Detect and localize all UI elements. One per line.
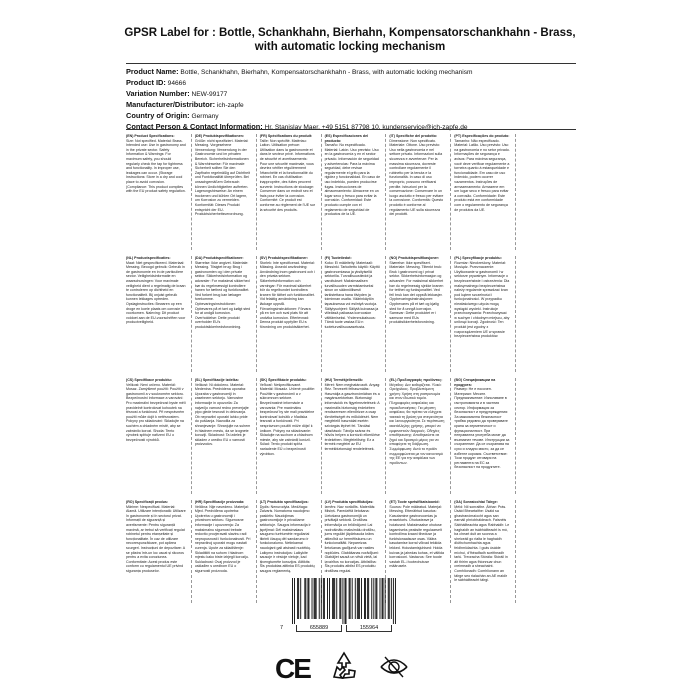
spec-cell [191, 256, 253, 372]
barcode-bar [342, 578, 343, 624]
spec-cell [191, 378, 253, 494]
spec-body: Size: Not specified. Material: Brass. Intended use: Use in gastronomy and in the private sector. Safety Information & Warnings: For maximum safety, you should regularly check the tap for tightness and functionality. In improper use, leakages can occur. (Storage Instructions: Store in a dry and cool place to avoid corrosion. (Compliance: This product complies with the EU product safety regulation. [126, 138, 186, 194]
barcode-bar [359, 578, 360, 619]
spec-cell [191, 134, 253, 250]
spec-header: (EL) Προδιαγραφές προϊόντος: [389, 378, 443, 382]
spec-cell [450, 256, 512, 372]
barcode-bar [314, 578, 315, 619]
barcode-bar [339, 578, 340, 619]
barcode-bar [308, 578, 309, 619]
spec-body: Storlek: Inte specificerad. Material: Mässing. Avsedd användning: Användning inom gastronomi och i den privata sektorn. Säkerhetsinformation och varningar: För maximal säkerhet bör du regelbundet kontrollera kranen för täthet och funktionalitet. Vid felaktig användning kan läckage uppstå. Förvaringsinstruktioner: Förvara på en torr och sval plats för att undvika korrosion. Efterlevnad: Denna produkt uppfyller EU:s förordning om produktsäkerhet. [259, 260, 315, 329]
barcode-bar [334, 578, 335, 619]
spec-cell [515, 134, 577, 250]
spec-cell [126, 378, 188, 494]
barcode-bar [364, 578, 365, 619]
spec-body: Размер: Не е посочен. Материал: Месинг. Предназначение: Използване в гастрономията и в частния сектор. Информация за безопасност и предупреждения: За максимална безопасност трябва редовно да проверявате крана за херметичност и функционалност. При неправилна употреба могат да възникнат течове. Инструкции за съхранение: Да се съхранява на сухо и хладно място, за да се избегне корозия. Съответствие: Този продукт отговаря на регламента на ЕС за безопасност на продуктите. [454, 387, 510, 470]
spec-header: (IT) Specifiche del prodotto: [389, 134, 438, 138]
spec-cell [321, 378, 383, 494]
barcode-bar [336, 578, 337, 619]
barcode-bar [373, 578, 374, 619]
spec-body: Tamanho: Não especificado. Material: Latão. Uso previsto: Uso na gastronomia e no setor privado. Informações de segurança e avisos: Para máxima segurança, você deve verificar regularmente a torneira quanto à estanqueidade e funcionalidade. Em caso de uso indevido, podem ocorrer vazamentos. Instruções de armazenamento: Armazene em um lugar seco e fresco para evitar a corrosão. Conformidade: Este produto está em conformidade com o regulamento de segurança de produtos da UE. [454, 138, 510, 212]
barcode-bar [385, 578, 386, 619]
barcode-bar [376, 578, 377, 619]
barcode-bar [375, 578, 376, 619]
spec-cell [515, 378, 577, 494]
spec-cell [450, 134, 512, 250]
barcode-bar [297, 578, 298, 619]
spec-body: Größe: nicht spezifiziert. Material: Messing. Vorgesehene Verwendung: Verwendung in der Gastronomie und im privaten Bereich. Sicherheitsinformationen & Warnhinweise: Für maximale Sicherheit sollten Sie den Zapfhahn regelmäßig auf Dichtheit und Funktionalität überprüfen. Bei unsachgemäßem Gebrauch können Undichtigkeiten auftreten. Lagerungshinweise: An einem trockenen und kühlen Ort lagern, um Korrosion zu vermeiden. Konformität: Dieses Produkt entspricht der EU-Produktsicherheitsverordnung. [194, 138, 250, 217]
barcode-bar [393, 578, 394, 624]
barcode-bar [323, 578, 324, 619]
barcode-bar [358, 578, 359, 619]
spec-cell [321, 134, 383, 250]
spec-header: (LT) Produkto specifikacijos: [259, 500, 309, 504]
barcode-bar [316, 578, 317, 619]
spec-header: (NO) Produktspesifikasjoner: [389, 256, 440, 260]
info-value: Bottle, Schankhahn, Bierhahn, Kompensatorschankhahn - Brass, with automatic locking mechanism [180, 69, 473, 76]
info-label: Contact Person & Contact Information: [126, 122, 263, 131]
barcode-bar [307, 578, 308, 619]
barcode-bar [367, 578, 368, 619]
barcode-bar [333, 578, 334, 619]
spec-header: (PT) Especificações do produto: [454, 134, 510, 138]
spec-header: (EN) Product Specifications: [126, 134, 175, 138]
barcode-bar [382, 578, 383, 619]
spec-header: (HR) Specifikacije proizvoda: [194, 500, 245, 504]
barcode-bar [321, 578, 322, 619]
barcode-bars [292, 578, 396, 624]
spec-body: Dydis: Nenurodyta. Medžiaga: Žalvaris. Numatoma naudojimo paskirtis: Naudojimas gastronomijoje ir privačiame sektoriuje. Saugos informacija ir įspėjimai: Dėl maksimalaus saugumo turėtumėte reguliariai tikrinti čiaupą dėl sandarumo ir funkcionalumo. Netinkamai naudojant gali atsirasti nuotėkių. Laikymo instrukcijos: Laikykite sausoje ir vėsioje vietoje, kad išvengtumėte korozijos. Atitiktis: Šis produktas atitinka ES produktų saugos reglamentą. [259, 504, 315, 573]
barcode-bar [368, 578, 369, 619]
spec-cell [450, 378, 512, 494]
info-label: Country of Origin: [126, 111, 190, 120]
spec-body: Velikost: Není určeno. Materiál: Mosaz. Zamýšlené použití: Použití v gastronomii a v soukromém sektoru. Bezpečnostní informace a varování: Pro maximální bezpečnost byste měli pravidelně kontrolovat kohoutek na těsnost a funkčnost. Při nesprávném použití může dojít k netěsnostem. Pokyny pro skladování: Skladujte na suchém a chladném místě, aby se zabránilo korozi. Shoda: Tento výrobek splňuje nařízení EU o bezpečnosti výrobků. [126, 382, 186, 442]
spec-cell [385, 256, 447, 372]
info-row [126, 78, 596, 89]
barcode-bar [380, 578, 381, 619]
spec-body: Størrelse: Ikke spesifisert. Materiale: Messing. Tiltenkt bruk: Bruk i gastronomi og i privat sektor. Sikkerhetsinformasjon og advarsler: For maksimal sikkerhet bør du regelmessig sjekke kranen for tetthet og funksjonalitet. Ved feil bruk kan det oppstå lekkasjer. Oppbevaringsinstruksjoner: Oppbevares på et tørt og kjølig sted for å unngå korrosjon. Samsvar: Dette produktet er i samsvar med EUs produktsikkerhetsforordning. [389, 260, 444, 325]
barcode-bar [327, 578, 328, 619]
barcode-bar [319, 578, 320, 619]
barcode-bar [349, 578, 350, 619]
barcode-bar [294, 578, 295, 624]
spec-header: (DA) Produktspecifikationer: [194, 256, 244, 260]
info-label: Product Name: [126, 67, 179, 76]
spec-cell [515, 256, 577, 372]
barcode-bar [357, 578, 358, 619]
barcode-bar [340, 578, 341, 619]
product-info [126, 67, 596, 133]
info-value: ich-zapfe [216, 102, 244, 109]
spec-cell [450, 500, 512, 603]
barcode-right-group: 155964 [346, 625, 392, 632]
spec-header: (FI) Tuotetiedot: [324, 256, 352, 260]
spec-body: Suurus: Pole määratud. Materjal: Messing. Ettenähtud kasutus: Kasutamine gastronoomias ja erasektoris. Ohutusteave ja hoiatused: Maksimaalse ohutuse tagamiseks peaksite regulaarselt kontrollima kraani tiheduse ja funktsionaalsuse osas. Väära kasutamise korral võivad tekkida lekked. Hoiustamisjuhised: Hoida kuivas ja jahedas kohas, et vältida korrosiooni. Vastavus: See toode vastab EL-i tooteohutuse määrusele. [389, 504, 444, 569]
spec-cell [126, 134, 188, 250]
spec-body: Maat: Niet gespecificeerd. Materiaal: Messing. Beoogd gebruik: Gebruik in de gastronomie en in de particuliere sector. Veiligheidsinformatie en waarschuwingen: Voor maximale veiligheid dient u regelmatig de kraan te controleren op dichtheid en functionaliteit. Bij onjuist gebruik kunnen lekkages optreden. Opslaginstructies: Bewaren op een droge en koele plaats om corrosie te voorkomen. Naleving: Dit product voldoet aan de EU-voorschriften voor productveiligheid. [126, 260, 186, 325]
info-value: Hr. Stanislav Maer, +49 5151 87798 10, kundenservice@ich-zapfe.de [264, 124, 468, 131]
spec-cell [321, 256, 383, 372]
barcode-bar [345, 578, 346, 624]
barcode-bar [371, 578, 372, 619]
spec-header: (SK) Špecifikácie produktu: [259, 378, 307, 382]
spec-body: Veľkosť: Nešpecifikované. Materiál: Mosadz. Určené použitie: Použitie v gastronómii a v súkromnom sektore. Bezpečnostné informácie a varovania: Pre maximálnu bezpečnosť by ste mali pravidelne kontrolovať kohútik z hľadiska tesnosti a funkčnosti. Pri nesprávnom použití môže dôjsť k únikom. Pokyny na skladovanie: Skladujte na suchom a chladnom mieste, aby ste zabránili korózii. Súlad: Tento produkt spĺňa nariadenie EÚ o bezpečnosti výrobkov. [259, 382, 316, 456]
spec-header: (NL) Productspecificaties: [126, 256, 171, 260]
barcode-bar [355, 578, 356, 619]
barcode-bar [365, 578, 366, 619]
spec-header: (HU) Termékjellemzők: [324, 378, 364, 382]
barcode-bar [391, 578, 392, 619]
info-label: Manufacturer/Distributor: [126, 100, 216, 109]
spec-body: Velikost: Ni določeno. Material: Medenina. Predvidena uporaba: Uporaba v gastronomiji in zasebnem sektorju. Varnostne informacije in opozorila: Za največjo varnost redno preverjajte pipo glede tesnosti in delovanja. Ob nepravilni uporabi lahko pride do puščanja. Navodila za shranjevanje: Shranjujte na suhem in hladnem mestu, da se izognete koroziji. Skladnost: Ta izdelek je skladen z uredbo EU o varnosti proizvodov. [194, 382, 251, 447]
spec-body: Μέγεθος: Δεν καθορίζεται. Υλικό: Ορείχαλκος. Προβλεπόμενη χρήση: Χρήση στη γαστρονομία και στον ιδιωτικό τομέα. Πληροφορίες ασφαλείας και προειδοποιήσεις: Για μέγιστη ασφάλεια, θα πρέπει να ελέγχετε τακτικά τη βρύση για στεγανότητα και λειτουργικότητα. Σε περίπτωση ακατάλληλης χρήσης, μπορεί να εμφανιστούν διαρροές. Οδηγίες αποθήκευσης: Αποθηκεύστε σε ξηρό και δροσερό μέρος για να αποφύγετε τη διάβρωση. Συμμόρφωση: Αυτό το προϊόν συμμορφώνεται με τον κανονισμό της ΕΕ για την ασφάλεια των προϊόντων. [389, 382, 445, 465]
barcode-bar [312, 578, 313, 619]
spec-body: Størrelse: Ikke angivet. Materiale: Messing. Tilsigtet brug: Brug i gastronomien og i den private sektor. Sikkerhedsinformation og advarsler: For maksimal sikkerhed bør du regelmæssigt kontrollere hanen for tæthed og funktionalitet. Ved forkert brug kan lækager forekomme. Opbevaringsinstruktioner: Opbevares på et tørt og køligt sted for at undgå korrosion. Overholdelse: Dette produkt overholder EU's produktsikkerhedsforordning. [194, 260, 251, 329]
barcode-bar [298, 578, 299, 619]
spec-body: Mărime: Nespecificat. Material: Alamă. Utilizare intenționată: Utilizare în gastronomie și în sectorul privat. Informații de siguranță și avertismente: Pentru siguranță maximă, ar trebui să verificați regulat robinetul pentru etanșeitate și funcționalitate. În caz de utilizare necorespunzătoare, pot apărea scurgeri. Instrucțiuni de depozitare: A se păstra într-un loc uscat și răcoros pentru a evita coroziunea. Conformitate: Acest produs este conform cu regulamentul UE privind siguranța produselor. [126, 504, 186, 573]
spec-header: (LV) Produkta specifikācijas: [324, 500, 374, 504]
barcode-left-group: 655889 [296, 625, 342, 632]
spec-header: (CS) Specifikace produktu: [126, 378, 172, 382]
spec-cell [256, 378, 318, 494]
info-row [126, 100, 596, 111]
barcode-bar [395, 578, 396, 624]
spec-body: Koko: Ei määritelty. Materiaali: Messinki. Tarkoitettu käyttö: Käyttö gastronomiassa ja yksityisellä sektorilla. Turvallisuustiedot ja varoitukset: Maksimaalisen turvallisuuden varmistamiseksi sinun on säännöllisesti tarkistettava hana tiiviyden ja toiminnan osalta. Väärinkäytön tapauksessa voi esiintyä vuotoja. Säilytysohjeet: Säilytä kuivassa ja viileässä paikassa korroosion välttämiseksi. Yhdenmukaisuus: Tämä tuote vastaa EU:n tuoteturvallisuusasetusta. [324, 260, 380, 329]
spec-header: (RO) Specificații produs: [126, 500, 169, 504]
spec-cell [385, 378, 447, 494]
spec-cell [191, 500, 253, 603]
barcode-bar [352, 578, 353, 619]
spec-block [126, 134, 577, 250]
spec-header: (DE) Produktspezifikationen: [194, 134, 244, 138]
ean-barcode [280, 578, 398, 634]
spec-body: Veličina: Nije navedeno. Materijal: Mjed. Predviđena upotreba: Upotreba u gastronomiji i privatnom sektoru. Sigurnosne informacije i upozorenja: Za maksimalnu sigurnost trebate redovito provjeravati slavinu radi nepropusnosti i funkcionalnosti. Pri nepravilnoj uporabi mogu nastati curenja. Upute za skladištenje: Skladištiti na suhom i hladnom mjestu kako biste izbjegli koroziju. Sukladnost: Ovaj proizvod je usklađen s uredbom EU o sigurnosti proizvoda. [194, 504, 251, 573]
info-row [126, 89, 596, 100]
barcode-bar [305, 578, 306, 619]
spec-body: Dimensione: Non specificato. Materiale: Ottone. Uso previsto: Uso nella gastronomia e nel settore privato. Informazioni sulla sicurezza e avvertenze: Per la massima sicurezza, dovreste controllare regolarmente il rubinetto per la tenuta e la funzionalità. In caso di uso improprio, possono verificarsi perdite. Istruzioni per la conservazione: Conservare in un luogo asciutto e fresco per evitare la corrosione. Conformità: Questo prodotto è conforme al regolamento UE sulla sicurezza dei prodotti. [389, 138, 444, 217]
barcode-bar [324, 578, 325, 619]
recycling-icon [327, 649, 361, 683]
barcode-bar [361, 578, 362, 619]
ce-mark-icon: CE [275, 653, 310, 684]
barcode-bar [350, 578, 351, 619]
spec-header: (ES) Especificaciones del producto: [324, 134, 369, 143]
title-divider [126, 63, 576, 64]
spec-cell [126, 256, 188, 372]
barcode-bar [292, 578, 293, 624]
spec-header: (SV) Produktspecifikationer: [259, 256, 309, 260]
barcode-bar [389, 578, 390, 619]
barcode-numbers [280, 625, 398, 634]
spec-cell [256, 256, 318, 372]
spec-cell [126, 500, 188, 603]
info-row [126, 111, 596, 122]
compliance-icons [259, 647, 439, 687]
barcode-bar [383, 578, 384, 619]
spec-header: (FR) Spécifications du produit: [259, 134, 313, 138]
spec-cell [256, 134, 318, 250]
barcode-bar [388, 578, 389, 619]
info-row [126, 67, 596, 78]
spec-cell [515, 500, 577, 603]
barcode-bar [315, 578, 316, 619]
barcode-bar [332, 578, 333, 619]
spec-body: Tamaño: No especificado. Material: Latón. Uso previsto: Uso en la gastronomía y en el sector privado. Información de seguridad y advertencias: Para la máxima seguridad, debe revisar regularmente el grifo para la rigidez y funcionalidad. En caso de uso indebido, pueden producirse fugas. Instrucciones de almacenamiento: Almacene en un lugar seco y fresco para evitar la corrosión. Conformidad: Este producto cumple con el reglamento de seguridad de productos de la UE. [324, 143, 381, 217]
info-value: Germany [191, 113, 219, 120]
barcode-bar [329, 578, 330, 619]
language-spec-grid [126, 134, 577, 603]
spec-body: Méid: Níl sonraithe. Ábhar: Prás. Úsáid Bheartaithe: Úsáid sa ghastranómaíocht agus san earnáil phríobháideach. Faisnéis Sábháilteachta agus Rabhaidh: Le haghaidh an tsábháilteacht is mó, ba cheart duit an sconna a sheiceáil go rialta le haghaidh dlúthchumhachta agus feidhmiúlachta. I gcás úsáide míchuí, d'fhéadfadh sceitheadh tarlú. Treoracha Stórála: Stóráil in áit thirim agus fhionnuar chun creimeadh a sheachaint. Comhlíonadh: Comhlíonann an táirge seo rialachán an AE maidir le sábháilteacht táirgí. [454, 504, 510, 583]
spec-body: Taille: Non spécifié. Matériau: Laiton. Utilisation prévue: Utilisation dans la gastronomie et dans le secteur privé. Informations de sécurité et avertissements: Pour une sécurité maximale, vous devriez vérifier régulièrement l'étanchéité et la fonctionnalité du robinet. En cas d'utilisation inappropriée, des fuites peuvent survenir. Instructions de stockage: Conserver dans un endroit sec et frais pour éviter la corrosion. Conformité: Ce produit est conforme au règlement de l'UE sur la sécurité des produits. [259, 138, 316, 212]
spec-body: Méret: Nem meghatározott. Anyag: Réz. Tervezett felhasználás: Használja a gasztronómiában és a magánszektorban. Biztonsági információk és figyelmeztetések: A maximális biztonság érdekében rendszeresen ellenőrizze a csap tömítettségét és működését. Nem megfelelő használat esetén szivárgás léphet fel. Tárolási utasítások: Tárolja száraz és hűvös helyen a korrózió elkerülése érdekében. Megfelelőség: Ez a termék megfelel az EU termékbiztonsági rendeletének. [324, 382, 381, 451]
spec-header: (PL) Specyfikacje produktu: [454, 256, 502, 260]
info-value: NEW-99177 [191, 91, 228, 98]
spec-cell [385, 134, 447, 250]
info-label: Product ID: [126, 78, 166, 87]
info-row [126, 122, 596, 133]
spec-header: (GA) Sonraíochtaí Táirge: [454, 500, 498, 504]
barcode-bar [304, 578, 305, 619]
spec-body: Rozmiar: Nieokreślony. Materiał: Mosiądz. Przeznaczenie: Użytkowanie w gastronomii i w sektorze prywatnym. Informacje o bezpieczeństwie i ostrzeżenia: Dla maksymalnego bezpieczeństwa należy regularnie sprawdzać kran pod kątem szczelności i funkcjonalności. W przypadku niewłaściwego użycia mogą wystąpić wycieki. Instrukcje przechowywania: Przechowywać w suchym i chłodnym miejscu, aby uniknąć korozji. Zgodność: Ten produkt jest zgodny z rozporządzeniem UE w sprawie bezpieczeństwa produktów. [454, 260, 510, 339]
barcode-bar [300, 578, 301, 619]
spec-block [126, 256, 577, 372]
dishwasher-icon [377, 649, 411, 683]
spec-header: (BG) Спецификации на продукта: [454, 378, 496, 387]
spec-block [126, 378, 577, 494]
spec-header: (ET) Toote spetsifikatsioonid: [389, 500, 440, 504]
label-title: GPSR Label for : Bottle, Schankhahn, Bierhahn, Kompensatorschankhahn - Brass, with automatic locking mechanism [124, 27, 576, 53]
barcode-first-digit: 7 [280, 625, 284, 631]
spec-body: Izmērs: Nav norādīts. Materiāls: Misiņš. Paredzētā lietošana: Lietošana gastronomijā un privātajā sektorā. Drošības informācija un brīdinājumi: Lai nodrošinātu maksimālu drošību, jums regulāri jāpārbauda krāns attiecībā uz hermētiskumu un funkcionalitāti. Nepareizas lietošanas gadījumā var rasties noplūdes. Glabāšanas norādījumi: Glabājiet sausā un vēsā vietā, lai izvairītos no korozijas. Atbilstība: Šis produkts atbilst ES produktu drošības regulai. [324, 504, 380, 573]
info-divider [126, 129, 576, 130]
info-label: Variation Number: [126, 89, 190, 98]
info-value: 94666 [167, 80, 187, 87]
barcode-bar [346, 578, 347, 624]
spec-header: (SL) Specifikacije izdelka: [194, 378, 239, 382]
